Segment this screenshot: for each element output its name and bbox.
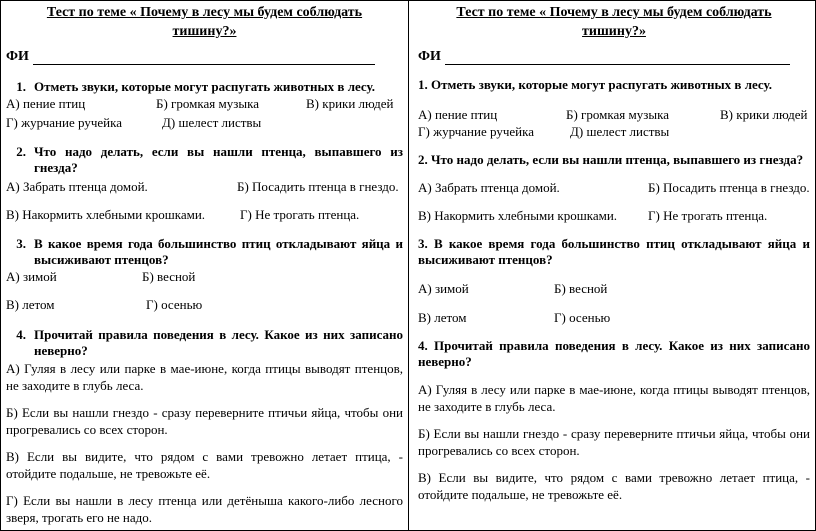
answer-option: Б) весной xyxy=(554,281,608,296)
answer-row xyxy=(418,179,810,196)
question-number: 4. xyxy=(16,327,26,342)
answer-option: А) пение птиц xyxy=(418,107,498,122)
answer-option: В) крики людей xyxy=(720,107,808,122)
name-underline xyxy=(445,52,790,65)
answer-row xyxy=(6,114,403,131)
answer-option: В) крики людей xyxy=(306,96,394,111)
answer-row xyxy=(418,123,810,140)
answer-option: А) пение птиц xyxy=(6,96,86,111)
answer-option: Г) осенью xyxy=(554,310,611,325)
answer-option: Б) громкая музыка xyxy=(566,107,669,122)
answer-option: Г) Если вы нашли в лесу птенца или детёныша какого-либо лесного зверя, трогать его не надо. xyxy=(6,493,403,525)
question-text: Что надо делать, если вы нашли птенца, выпавшего из гнезда? xyxy=(34,144,403,175)
answer-option: А) Гуляя в лесу или парке в мае-июне, когда птицы выводят птенцов, не заходите в глубь леса. xyxy=(6,361,403,393)
question-number: 1. xyxy=(16,79,26,94)
answer-option: Б) Посадить птенца в гнездо. xyxy=(648,180,810,195)
answer-row xyxy=(418,309,810,326)
answer-option: Г) осенью xyxy=(146,297,203,312)
question-1: 1. Отметь звуки, которые могут распугать животных в лесу. xyxy=(418,77,772,92)
answer-option: Г) журчание ручейка xyxy=(6,115,122,130)
question-text: В какое время года большинство птиц откладывают яйца и высиживают птенцов? xyxy=(34,236,403,267)
answer-option: Б) громкая музыка xyxy=(156,96,259,111)
title-line-1: Тест по теме « Почему в лесу мы будем соблюдать xyxy=(46,5,363,20)
answer-option: Б) Посадить птенца в гнездо. xyxy=(237,179,399,194)
question-3: 3. В какое время года большинство птиц откладывают яйца и высиживают птенцов? xyxy=(418,236,810,267)
answer-row xyxy=(6,296,403,313)
answer-option: В) летом xyxy=(418,310,467,325)
question-4 xyxy=(6,327,403,359)
question-text: Прочитай правила поведения в лесу. Какое из них записано неверно? xyxy=(34,327,403,358)
name-underline xyxy=(33,52,375,65)
answer-option: В) Если вы видите, что рядом с вами тревожно летает птица, - отойдите подальше, не тревожьте её. xyxy=(6,449,403,481)
answer-option: Б) Если вы нашли гнездо - сразу переверните птичьи яйца, чтобы они прогревались со всех сторон. xyxy=(418,426,810,458)
answer-row xyxy=(6,268,403,285)
title-line-2: тишину?» xyxy=(172,24,237,39)
question-number: 3. xyxy=(16,236,26,251)
answer-option: А) зимой xyxy=(418,281,469,296)
answer-row xyxy=(6,95,403,112)
name-label: ФИ xyxy=(418,49,441,64)
answer-option: Б) Если вы нашли гнездо - сразу переверните птичьи яйца, чтобы они прогревались со всех сторон. xyxy=(6,405,403,437)
answer-option: Б) весной xyxy=(142,269,196,284)
name-field xyxy=(418,49,810,65)
answer-option: Д) шелест листвы xyxy=(162,115,262,130)
answer-option: А) Гуляя в лесу или парке в мае-июне, когда птицы выводят птенцов, не заходите в глубь леса. xyxy=(418,382,810,414)
answer-option: Г) Не трогать птенца. xyxy=(240,207,360,222)
answer-row xyxy=(418,280,810,297)
left-column xyxy=(1,1,409,530)
name-label: ФИ xyxy=(6,49,29,64)
question-3 xyxy=(6,236,403,268)
answer-option: А) зимой xyxy=(6,269,57,284)
question-text: Отметь звуки, которые могут распугать животных в лесу. xyxy=(34,79,375,94)
answer-option: В) Накормить хлебными крошками. xyxy=(418,208,618,223)
question-4: 4. Прочитай правила поведения в лесу. Какое из них записано неверно? xyxy=(418,338,810,369)
title-line-1: Тест по теме « Почему в лесу мы будем соблюдать xyxy=(456,5,772,20)
answer-option: Г) Не трогать птенца. xyxy=(648,208,768,223)
answer-option: В) летом xyxy=(6,297,55,312)
question-number: 2. xyxy=(16,144,26,159)
answer-row xyxy=(6,206,403,223)
right-column xyxy=(409,1,815,530)
question-1 xyxy=(6,79,403,95)
name-field xyxy=(6,49,403,65)
answer-option: В) Если вы видите, что рядом с вами тревожно летает птица, - отойдите подальше, не тревожьте её. xyxy=(418,470,810,502)
question-2: 2. Что надо делать, если вы нашли птенца, выпавшего из гнезда? xyxy=(418,152,804,167)
answer-option: Г) журчание ручейка xyxy=(418,124,534,139)
answer-option: Д) шелест листвы xyxy=(570,124,670,139)
answer-row xyxy=(418,106,810,123)
answer-option: А) Забрать птенца домой. xyxy=(6,179,148,194)
title-line-2: тишину?» xyxy=(582,24,646,39)
answer-row xyxy=(418,207,810,224)
answer-option: А) Забрать птенца домой. xyxy=(418,180,560,195)
question-2 xyxy=(6,144,403,176)
answer-option: В) Накормить хлебными крошками. xyxy=(6,207,206,222)
answer-row xyxy=(6,178,403,195)
